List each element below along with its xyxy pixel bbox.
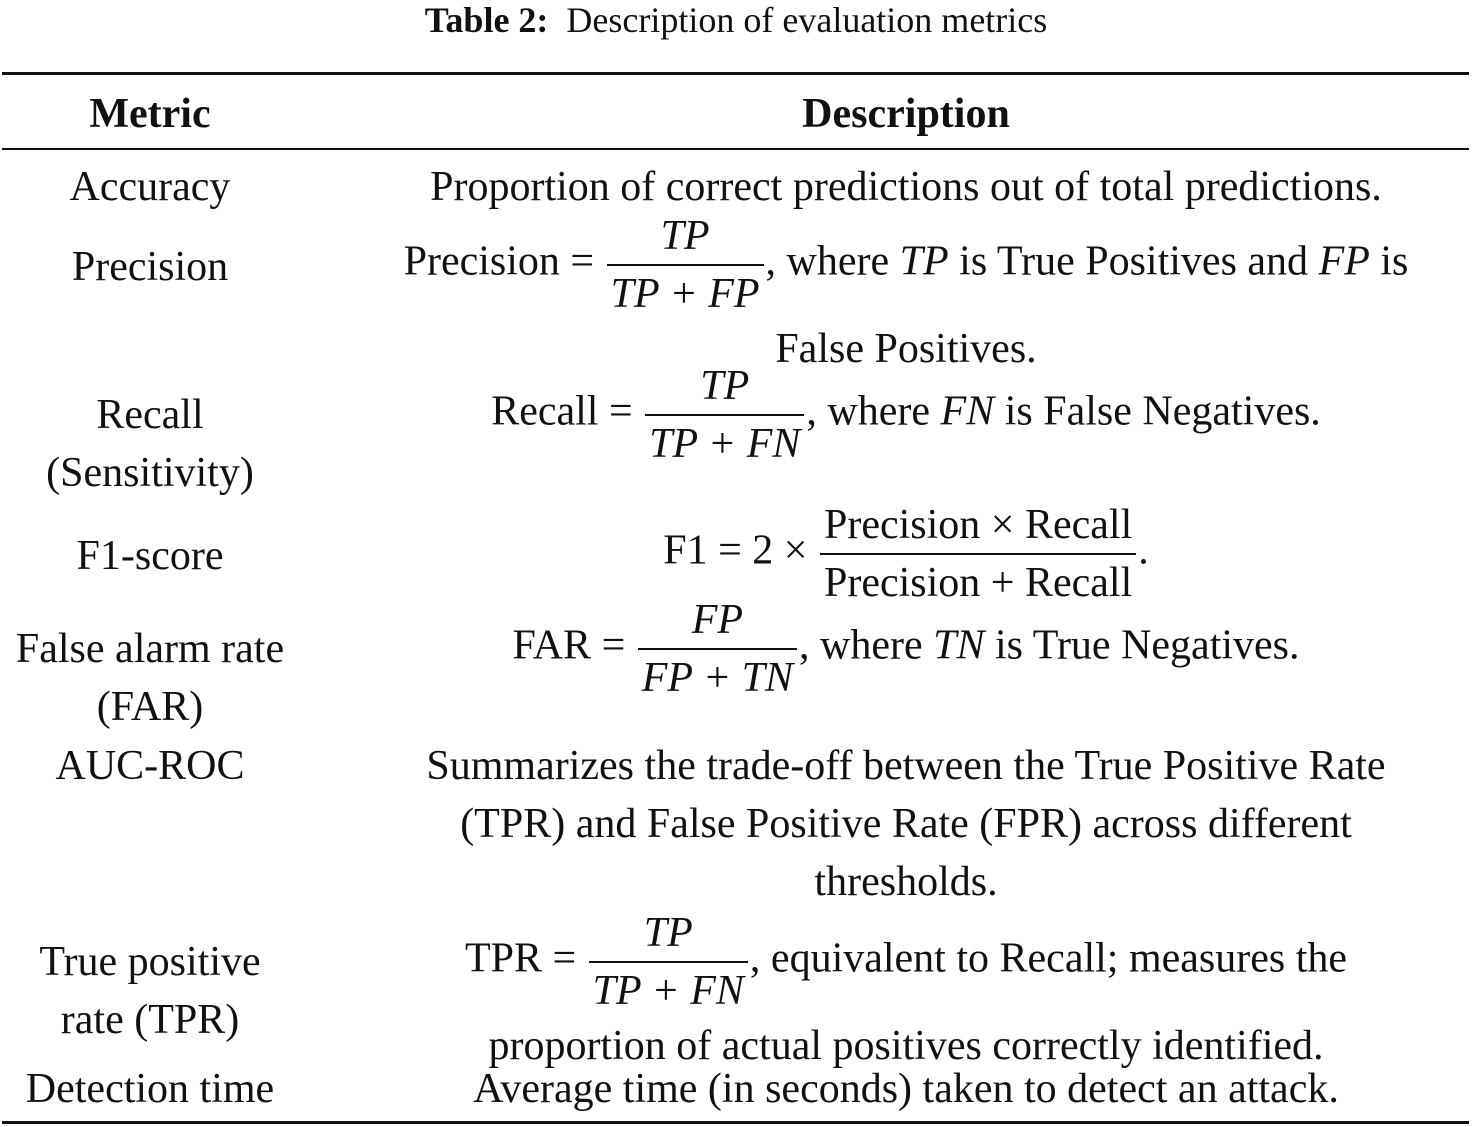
- fraction: [589, 905, 748, 1019]
- header-rule: [2, 148, 1469, 150]
- formula-text: is False Negatives.: [994, 388, 1321, 435]
- formula-lhs: TPR =: [464, 935, 577, 982]
- metric-cell: [0, 737, 300, 795]
- formula-variable: FP: [1318, 238, 1370, 285]
- description-cell: Average time (in seconds) taken to detect an attack.: [473, 1066, 1339, 1112]
- fraction-denominator: TP + FN: [645, 414, 804, 472]
- formula-text: , where: [806, 388, 941, 435]
- metric-label: Accuracy: [69, 164, 231, 210]
- formula-variable: TN: [933, 622, 985, 669]
- fraction: [607, 208, 764, 322]
- formula-text: , where: [765, 238, 900, 285]
- description-cell: [340, 208, 1472, 378]
- fraction-denominator: TP + FP: [607, 264, 764, 322]
- metric-cell: [0, 527, 300, 585]
- description-line: Summarizes the trade-off between the True Positive Rate: [426, 743, 1386, 789]
- fraction-numerator: Precision × Recall: [823, 502, 1133, 548]
- description-cell: [340, 592, 1472, 706]
- formula-variable: FN: [940, 388, 995, 435]
- formula-text: is True Positives and: [948, 238, 1319, 285]
- fraction-numerator: FP: [691, 597, 744, 643]
- metric-label: rate (TPR): [60, 997, 240, 1043]
- fraction-numerator: TP: [660, 213, 710, 259]
- description-line: False Positives.: [775, 326, 1037, 372]
- table-caption-label: Table 2:: [424, 0, 549, 40]
- formula-text: , equivalent to Recall; measures the: [749, 935, 1348, 982]
- metric-cell: [0, 238, 300, 296]
- metric-label: AUC-ROC: [55, 743, 245, 789]
- description-cell: [340, 905, 1472, 1075]
- table-caption-text: Description of evaluation metrics: [566, 0, 1048, 40]
- metric-label: F1-score: [76, 533, 224, 579]
- metric-label: True positive: [39, 939, 261, 985]
- fraction-denominator: TP + FN: [589, 961, 748, 1019]
- description-line: [340, 208, 1472, 322]
- formula-text: , where: [799, 622, 934, 669]
- formula-variable: TP: [899, 238, 949, 285]
- description-cell: [340, 358, 1472, 472]
- description-line: (TPR) and False Positive Rate (FPR) across different: [460, 801, 1352, 847]
- metric-label: False alarm rate: [15, 626, 285, 672]
- description-line: proportion of actual positives correctly identified.: [488, 1023, 1324, 1069]
- metric-cell: [0, 1060, 300, 1118]
- fraction-denominator: Precision + Recall: [820, 553, 1136, 611]
- fraction: [645, 358, 804, 472]
- fraction: [638, 592, 797, 706]
- metric-cell: [0, 386, 300, 502]
- description-line: thresholds.: [814, 859, 998, 905]
- formula-text: .: [1138, 527, 1149, 574]
- formula-lhs: FAR =: [512, 622, 626, 669]
- fraction-numerator: TP: [643, 910, 693, 956]
- formula-lhs: Recall =: [491, 388, 633, 435]
- metric-label: Recall: [96, 392, 204, 438]
- metric-label: (FAR): [96, 684, 204, 730]
- header-metric: Metric: [89, 91, 211, 137]
- fraction-denominator: FP + TN: [638, 648, 797, 706]
- description-cell: [340, 737, 1472, 911]
- description-cell: Proportion of correct predictions out of total predictions.: [430, 164, 1382, 210]
- metric-cell: [0, 158, 300, 216]
- bottom-rule: [2, 1121, 1469, 1124]
- top-rule: [2, 72, 1469, 75]
- metric-label: (Sensitivity): [46, 450, 254, 496]
- formula-lhs: F1 = 2 ×: [663, 527, 808, 574]
- description-line: [340, 905, 1472, 1019]
- fraction-numerator: TP: [700, 363, 750, 409]
- header-description: Description: [802, 91, 1010, 137]
- metric-label: Precision: [71, 244, 229, 290]
- formula-lhs: Precision =: [403, 238, 595, 285]
- table-caption: [0, 0, 1472, 40]
- metric-label: Detection time: [25, 1066, 275, 1112]
- metric-cell: [0, 933, 300, 1049]
- metric-cell: [0, 620, 300, 736]
- formula-text: is: [1369, 238, 1409, 285]
- formula-text: is True Negatives.: [984, 622, 1300, 669]
